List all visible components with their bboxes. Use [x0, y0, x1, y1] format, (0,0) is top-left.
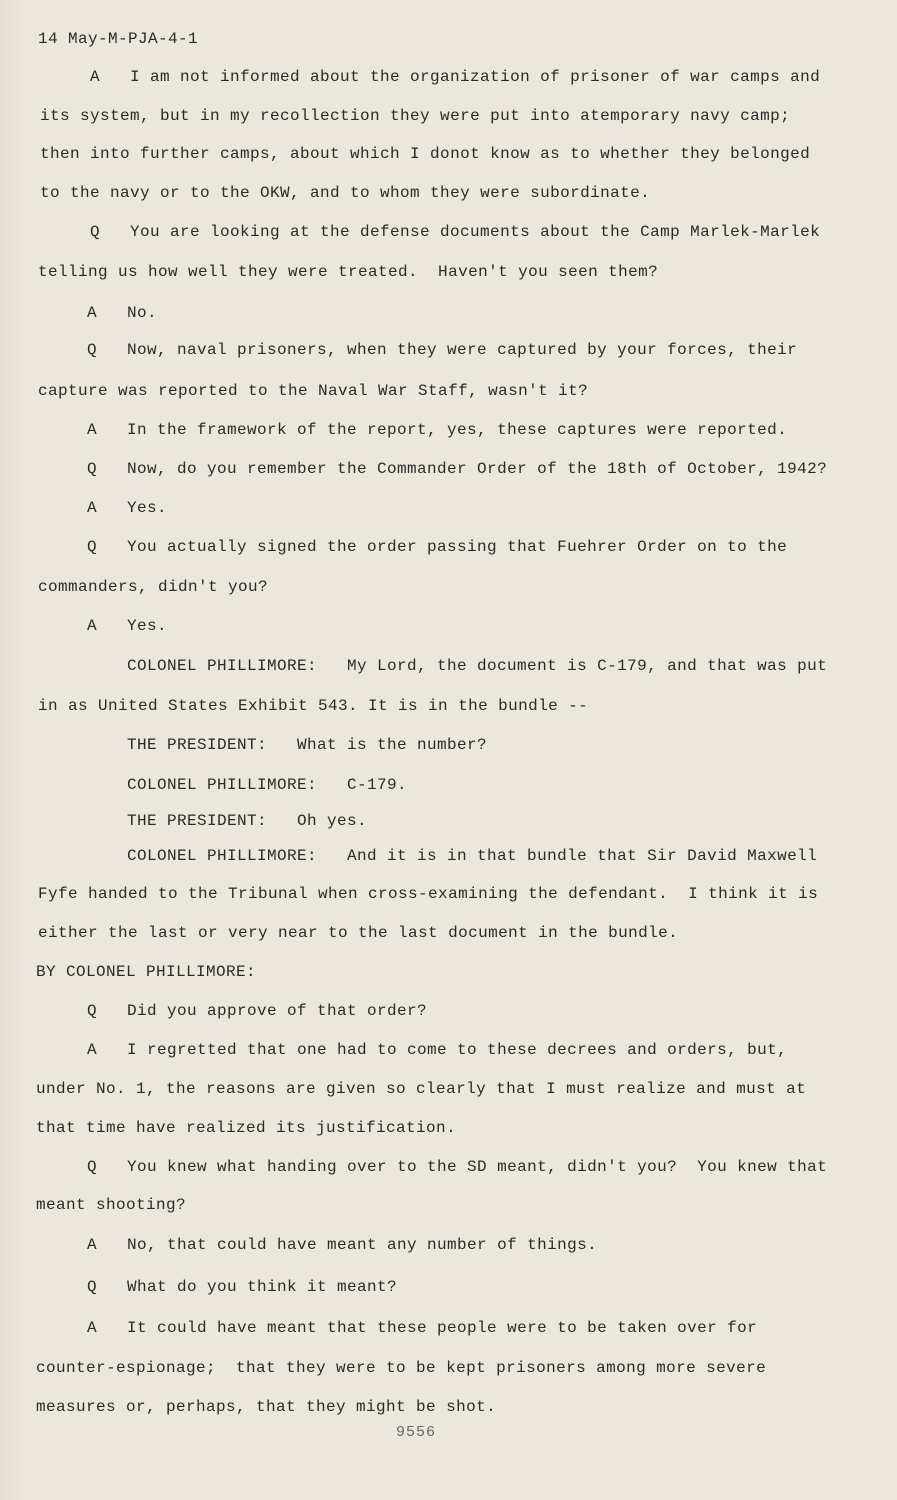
transcript-line: A No, that could have meant any number of things.: [87, 1236, 598, 1254]
transcript-line: Q Did you approve of that order?: [87, 1002, 428, 1020]
page-number: 9556: [396, 1424, 437, 1441]
transcript-line: counter-espionage; that they were to be kept prisoners among more severe: [36, 1359, 767, 1377]
transcript-line: telling us how well they were treated. Haven't you seen them?: [38, 263, 659, 281]
transcript-line: A No.: [87, 304, 158, 322]
transcript-line: THE PRESIDENT: What is the number?: [127, 736, 488, 754]
transcript-line: Q You actually signed the order passing that Fuehrer Order on to the: [87, 538, 788, 556]
transcript-line: either the last or very near to the last document in the bundle.: [38, 924, 679, 942]
transcript-line: Q You are looking at the defense documents about the Camp Marlek-Marlek: [90, 223, 821, 241]
transcript-line: Q What do you think it meant?: [87, 1278, 398, 1296]
transcript-line: capture was reported to the Naval War Staff, wasn't it?: [38, 382, 589, 400]
transcript-line: commanders, didn't you?: [38, 578, 269, 596]
transcript-line: A Yes.: [87, 499, 168, 517]
transcript-line: to the navy or to the OKW, and to whom they were subordinate.: [40, 184, 651, 202]
transcript-line: Q Now, do you remember the Commander Order of the 18th of October, 1942?: [87, 460, 828, 478]
transcript-line: COLONEL PHILLIMORE: My Lord, the document is C-179, and that was put: [127, 657, 828, 675]
transcript-line: COLONEL PHILLIMORE: And it is in that bundle that Sir David Maxwell: [127, 847, 818, 865]
transcript-line: measures or, perhaps, that they might be shot.: [36, 1398, 497, 1416]
transcript-line: in as United States Exhibit 543. It is in the bundle --: [38, 697, 589, 715]
transcript-line: then into further camps, about which I donot know as to whether they belonged: [40, 145, 811, 163]
transcript-line: Q You knew what handing over to the SD meant, didn't you? You knew that: [87, 1158, 828, 1176]
transcript-line: BY COLONEL PHILLIMORE:: [36, 963, 257, 981]
transcript-line: A I am not informed about the organization of prisoner of war camps and: [90, 68, 821, 86]
page-header-reference: 14 May-M-PJA-4-1: [38, 30, 199, 48]
transcript-line: A It could have meant that these people were to be taken over for: [87, 1319, 758, 1337]
transcript-line: Q Now, naval prisoners, when they were captured by your forces, their: [87, 341, 798, 359]
transcript-line: A I regretted that one had to come to these decrees and orders, but,: [87, 1041, 788, 1059]
transcript-line: A Yes.: [87, 617, 168, 635]
transcript-line: its system, but in my recollection they were put into atemporary navy camp;: [40, 107, 791, 125]
transcript-line: meant shooting?: [36, 1196, 187, 1214]
transcript-line: A In the framework of the report, yes, these captures were reported.: [87, 421, 788, 439]
transcript-line: under No. 1, the reasons are given so clearly that I must realize and must at: [36, 1080, 807, 1098]
transcript-line: Fyfe handed to the Tribunal when cross-examining the defendant. I think it is: [38, 885, 819, 903]
transcript-line: THE PRESIDENT: Oh yes.: [127, 812, 368, 830]
transcript-line: COLONEL PHILLIMORE: C-179.: [127, 776, 408, 794]
transcript-line: that time have realized its justification.: [36, 1119, 457, 1137]
